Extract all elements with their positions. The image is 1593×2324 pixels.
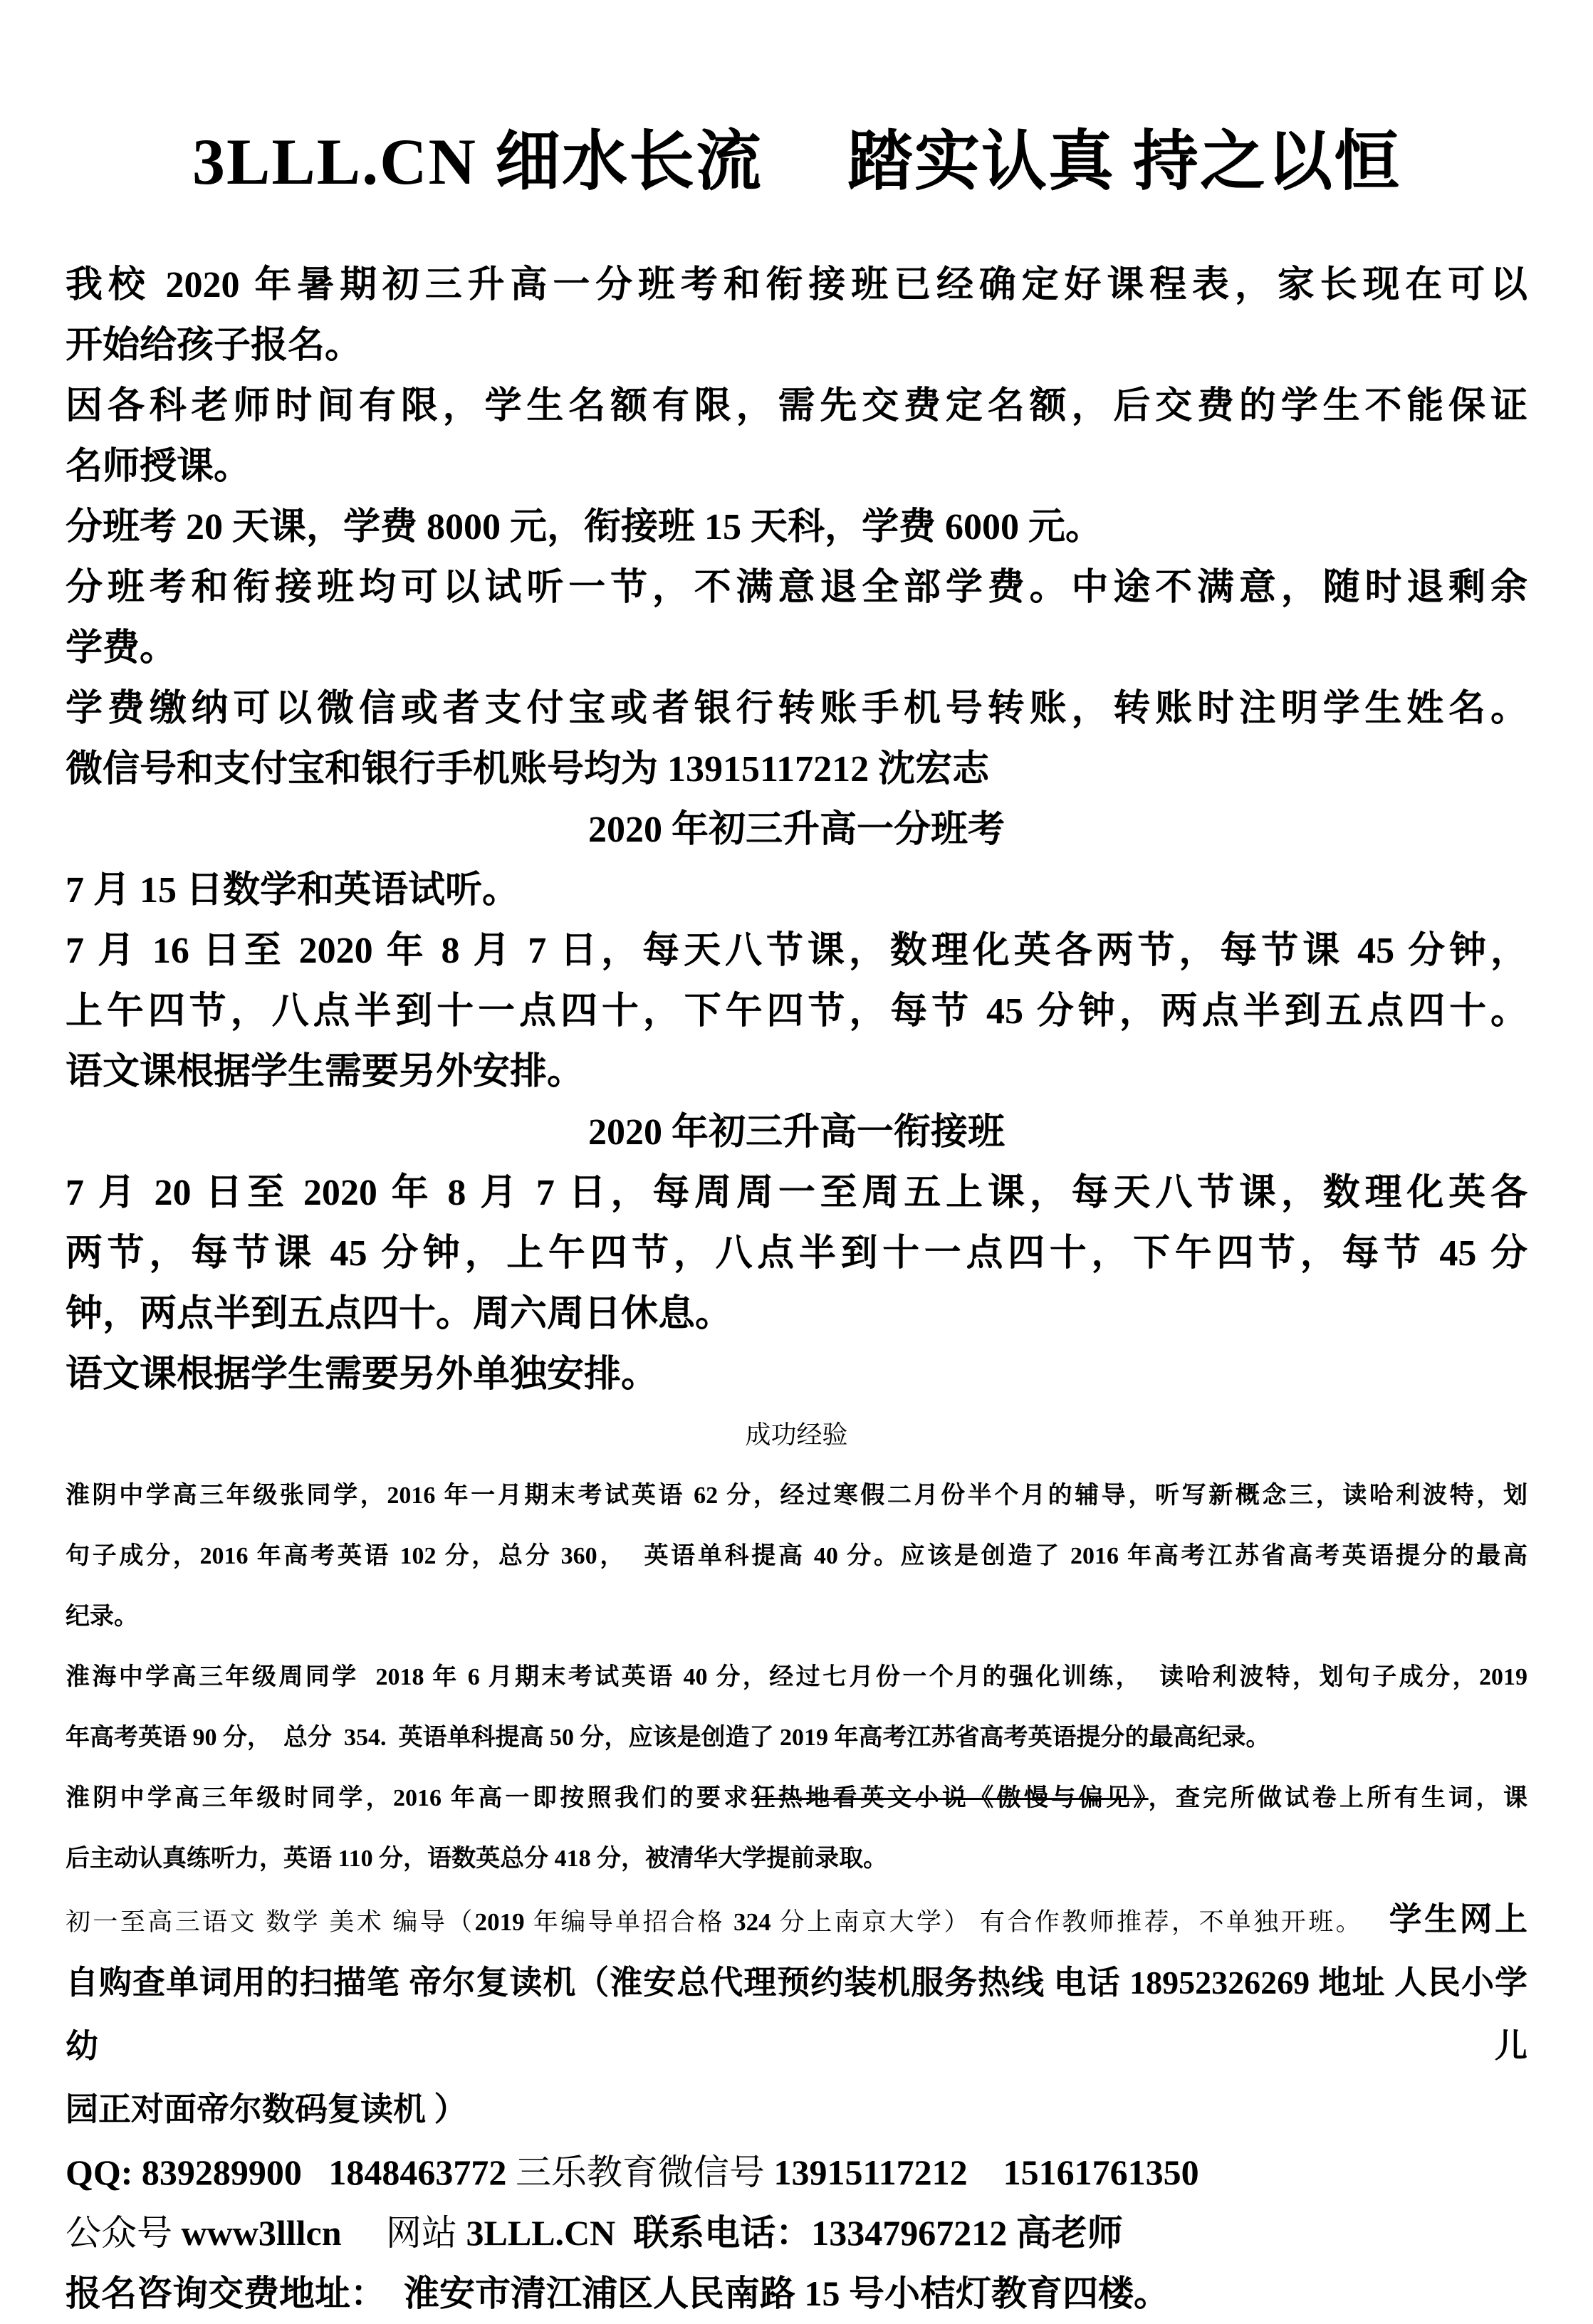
text-run: 淮海中学高三年级周同学 2018 年 6 月期末考试英语 40 分，经过七月份一个月的强化训练， 读哈利波特，划句子成分，2019 — [66, 1664, 1527, 1691]
success-story-zhang — [66, 1465, 1527, 1526]
text-run: 学生网上 — [1389, 1901, 1527, 1938]
text-run: 2020 年初三升高一衔接班 — [587, 1112, 1005, 1153]
text-run: 7 月 15 日数学和英语试听。 — [66, 870, 520, 911]
text-run: 句子成分，2016 年高考英语 102 分，总分 360， 英语单科提高 40 分。应该是创造了 2016 年高考江苏省高考英语提分的最高 — [66, 1543, 1527, 1570]
text-run: 报名咨询交费地址： 淮安市清江浦区人民南路 15 号小桔灯教育四楼。 — [66, 2273, 1169, 2314]
heading-success-stories — [66, 1405, 1527, 1465]
placement-schedule-line — [66, 921, 1527, 981]
text-run: 淮阴中学高三年级时同学，2016 年高一即按照我们的要求 — [66, 1785, 751, 1812]
bridge-schedule-line — [66, 1284, 1527, 1344]
text-run: ，查完所做试卷上所有生词，课 — [1148, 1785, 1527, 1812]
placement-chinese-line — [66, 1042, 1527, 1102]
text-run: 三乐教育微信号 — [515, 2152, 774, 2193]
text-run: 两节，每节课 45 分钟，上午四节，八点半到十一点四十，下午四节，每节 45 分 — [66, 1233, 1527, 1274]
text-run: 324 — [733, 1908, 771, 1937]
text-run: 3LLL.CN — [466, 2213, 616, 2254]
text-run: 因各科老师时间有限，学生名额有限，需先交费定名额，后交费的学生不能保证 — [66, 386, 1527, 427]
text-run: 语文课根据学生需要另外单独安排。 — [66, 1354, 659, 1396]
document-body — [66, 255, 1527, 2324]
text-run: 年编导单招合格 — [524, 1908, 734, 1937]
quota-line — [66, 376, 1527, 436]
text-run: 成功经验 — [745, 1420, 848, 1450]
intro-line — [66, 315, 1527, 376]
bridge-schedule-line — [66, 1223, 1527, 1284]
text-run: 2020 年初三升高一分班考 — [587, 810, 1005, 851]
contact-qq-line — [66, 2142, 1527, 2203]
quota-line — [66, 436, 1527, 497]
text-run: 13915117212 15161761350 — [773, 2152, 1199, 2193]
text-run: 开始给孩子报名。 — [66, 325, 362, 367]
text-run: 后主动认真练听力，英语 110 分，语数英总分 418 分，被清华大学提前录取。 — [66, 1846, 888, 1873]
text-run: 语文课根据学生需要另外安排。 — [66, 1052, 585, 1093]
contact-website-line — [66, 2203, 1527, 2263]
refund-line — [66, 618, 1527, 679]
scanner-pen-line — [66, 2079, 1527, 2142]
success-story-shi — [66, 1828, 1527, 1889]
text-run: 学费。 — [66, 628, 177, 669]
text-run: 分班考和衔接班均可以试听一节，不满意退全部学费。中途不满意，随时退剩余 — [66, 567, 1527, 609]
text-run: 学费缴纳可以微信或者支付宝或者银行转账手机号转账，转账时注明学生姓名。 — [66, 689, 1527, 730]
text-run: 7 月 16 日至 2020 年 8 月 7 日，每天八节课，数理化英各两节，每节课 45 分钟， — [66, 931, 1527, 972]
text-run: 微信号和支付宝和银行手机账号均为 13915117212 沈宏志 — [66, 749, 990, 790]
scanner-pen-line — [66, 1952, 1527, 2079]
refund-line — [66, 558, 1527, 618]
intro-line — [66, 255, 1527, 315]
text-run: 钟，两点半到五点四十。周六周日休息。 — [66, 1294, 733, 1335]
text-run: 我校 2020 年暑期初三升高一分班考和衔接班已经确定好课程表，家长现在可以 — [66, 265, 1527, 306]
contact-address-line — [66, 2263, 1527, 2324]
text-run: 联系电话： — [615, 2213, 812, 2254]
placement-trial-line — [66, 860, 1527, 921]
text-run: 13347967212 高老师 — [811, 2213, 1123, 2254]
text-run: QQ: 839289900 1848463772 — [66, 2152, 516, 2193]
heading-bridge-class — [66, 1102, 1527, 1163]
heading-placement-exam — [66, 800, 1527, 860]
text-run: 淮阴中学高三年级张同学，2016 年一月期末考试英语 62 分，经过寒假二月份半个月的辅导，听写新概念三，读哈利波特，划 — [66, 1482, 1527, 1509]
text-run: 公众号 — [66, 2213, 182, 2254]
bridge-chinese-line — [66, 1344, 1527, 1405]
text-run: 网站 — [341, 2213, 466, 2254]
success-story-shi — [66, 1768, 1527, 1828]
text-run: 园正对面帝尔数码复读机 ） — [66, 2091, 467, 2128]
payment-account-line — [66, 739, 1527, 800]
text-run: 初一至高三语文 数学 美术 编导（ — [66, 1908, 475, 1937]
placement-schedule-line — [66, 981, 1527, 1042]
success-story-zhang — [66, 1526, 1527, 1586]
text-run: 名师授课。 — [66, 446, 251, 488]
text-run: 年高考英语 90 分， 总分 354. 英语单科提高 50 分，应该是创造了 2019 年高考江苏省高考英语提分的最高纪录。 — [66, 1724, 1270, 1752]
bridge-schedule-line — [66, 1163, 1527, 1223]
payment-line — [66, 679, 1527, 739]
text-run: 纪录。 — [66, 1603, 138, 1631]
text-run: 自购查单词用的扫描笔 帝尔复读机（淮安总代理预约装机服务热线 电话 18952326269 地址 人民小学幼儿 — [66, 1964, 1527, 2065]
success-story-zhou — [66, 1707, 1527, 1768]
text-run: 分上南京大学） 有合作教师推荐，不单独开班。 — [771, 1908, 1389, 1937]
text-run: 分班考 20 天课，学费 8000 元，衔接班 15 天科，学费 6000 元。 — [66, 507, 1103, 548]
text-run: 7 月 20 日至 2020 年 8 月 7 日，每周周一至周五上课，每天八节课，数理化英各 — [66, 1173, 1527, 1214]
tuition-line — [66, 497, 1527, 558]
text-run: 2019 — [474, 1908, 525, 1937]
success-story-zhou — [66, 1647, 1527, 1707]
success-story-zhang — [66, 1586, 1527, 1647]
text-run: www3lllcn — [181, 2213, 342, 2254]
document-title: 3LLL.CN 细水长流 踏实认真 持之以恒 — [192, 125, 1401, 198]
text-run: 上午四节，八点半到十一点四十，下午四节，每节 45 分钟，两点半到五点四十。 — [66, 991, 1527, 1032]
other-courses-line — [66, 1889, 1527, 1952]
strikethrough-text-run: 狂热地看英文小说《傲慢与偏见》 — [751, 1785, 1149, 1812]
